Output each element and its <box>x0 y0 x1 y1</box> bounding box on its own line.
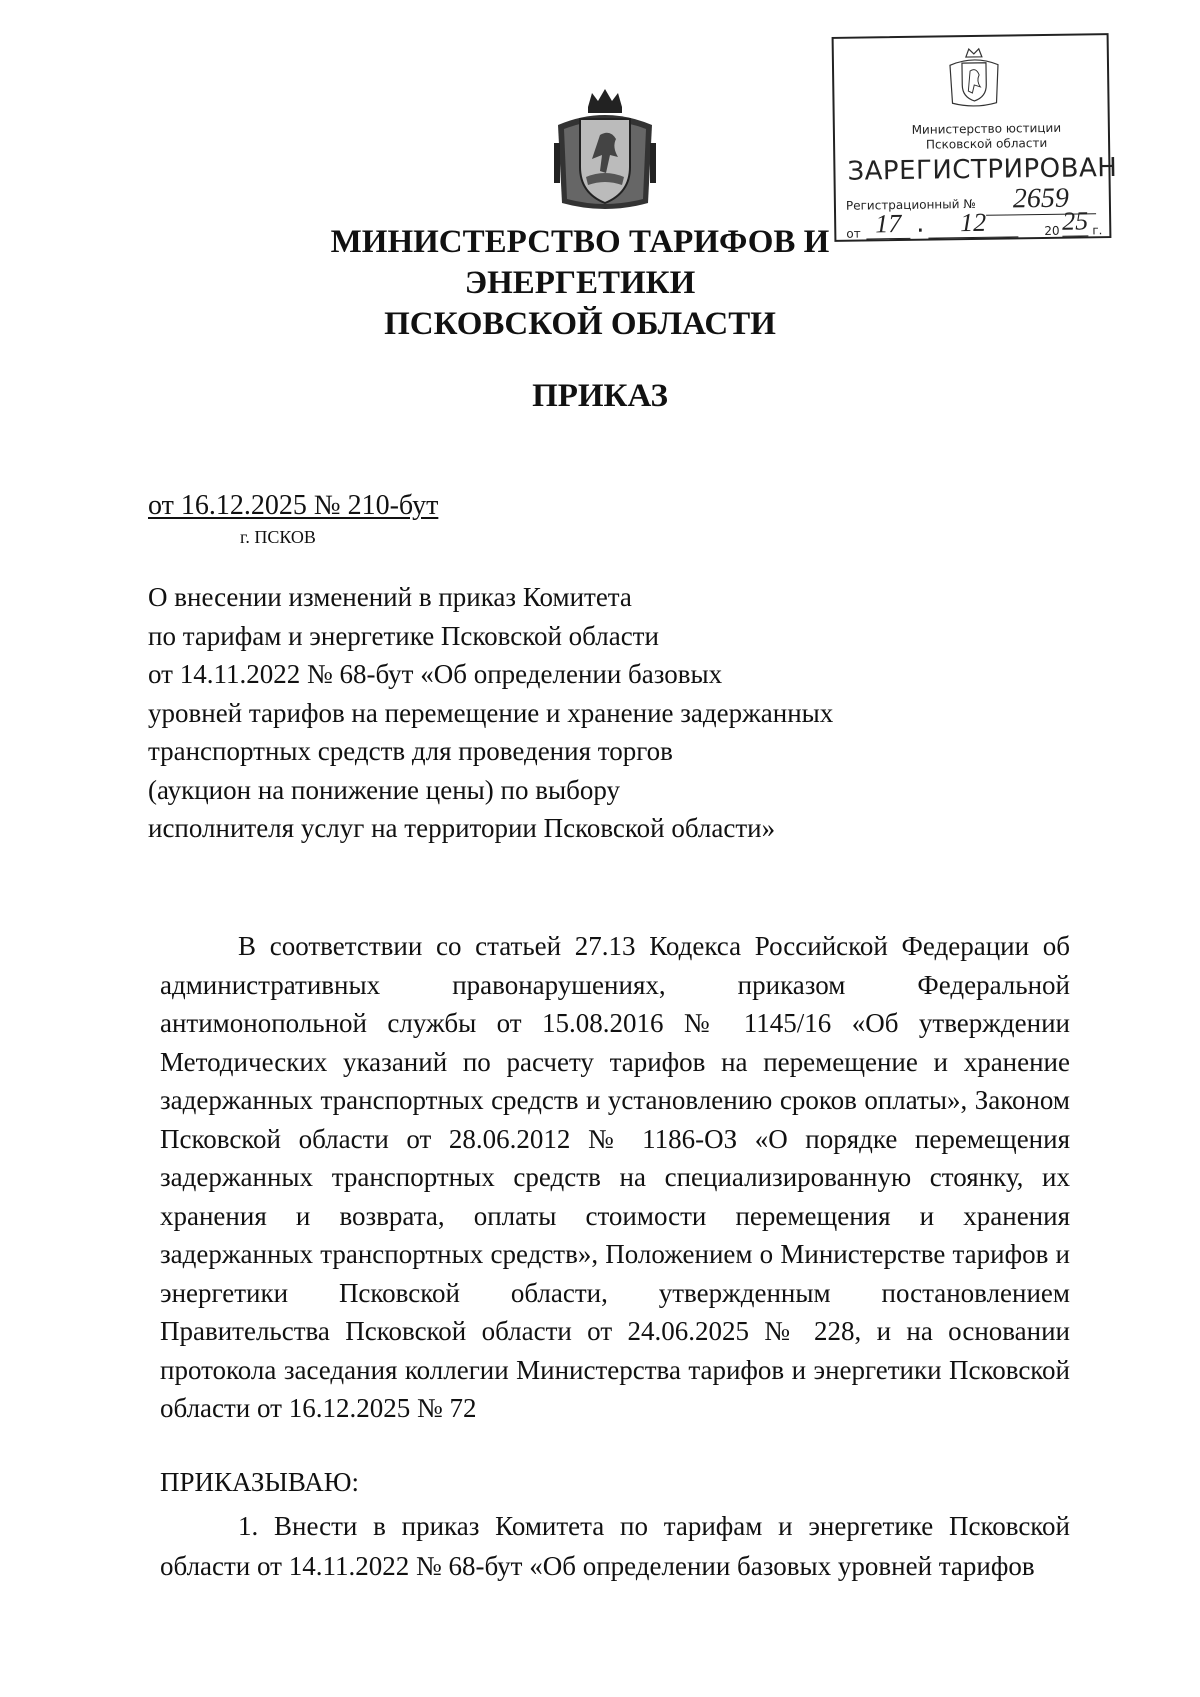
stamp-status: ЗАРЕГИСТРИРОВАН <box>847 152 1118 187</box>
stamp-line2: Псковской области <box>925 135 1048 152</box>
registration-stamp <box>832 33 1118 242</box>
stamp-reg-label: Регистрационный № <box>845 196 976 213</box>
subject-line: по тарифам и энергетике Псковской области <box>148 620 659 651</box>
stamp-emblem-icon <box>944 47 1005 110</box>
document-body <box>160 927 1070 1428</box>
subject-line: уровней тарифов на перемещение и хранение задержанных <box>148 697 834 728</box>
document-date-number: от 16.12.2025 № 210-бут <box>148 490 439 521</box>
ministry-title-line1: МИНИСТЕРСТВО ТАРИФОВ И ЭНЕРГЕТИКИ <box>330 224 830 301</box>
stamp-month: 12 <box>928 208 1018 238</box>
ministry-title <box>220 222 940 345</box>
subject-line: исполнителя услуг на территории Псковской области» <box>148 813 776 843</box>
stamp-line1: Министерство юстиции <box>911 120 1062 137</box>
order-item-1: 1. Внести в приказ Комитета по тарифам и энергетике Псковской области от 14.11.2022 № 68-бут «Об определении базовых уровней тарифов <box>160 1511 1070 1581</box>
stamp-reg-number: 2659 <box>986 183 1096 216</box>
stamp-year-suffix: г. <box>1092 223 1103 238</box>
document-type: ПРИКАЗ <box>532 378 668 414</box>
stamp-year-prefix: 20 <box>1044 223 1060 238</box>
document-city: г. ПСКОВ <box>240 527 316 547</box>
stamp-day: 17 <box>866 210 910 240</box>
document-subject <box>148 578 868 848</box>
order-word: ПРИКАЗЫВАЮ: <box>160 1467 359 1497</box>
coat-of-arms-icon <box>550 85 660 215</box>
preamble-paragraph: В соответствии со статьей 27.13 Кодекса Российской Федерации об административных правонарушениях, приказом Федеральной антимонопольной службы от 15.08.2016 № 1145/16 «Об утверждении Методических указаний по расчету тарифов на перемещение и хранение задержанных транспортных средств и установлению сроков оплаты», Законом Псковской области от 28.06.2012 № 1186-ОЗ «О порядке перемещения задержанных транспортных средств на специализированную стоянку, их хранения и возврата, оплаты стоимости перемещения и хранения задержанных транспортных средств», Положением о Министерстве тарифов и энергетики Псковской области, утвержденным постановлением Правительства Псковской области от 24.06.2025 № 228, и на основании протокола заседания коллегии Министерства тарифов и энергетики Псковской области от 16.12.2025 № 72 <box>160 931 1070 1423</box>
stamp-date-separator: . <box>915 208 925 239</box>
subject-line: от 14.11.2022 № 68-бут «Об определении базовых <box>148 659 723 689</box>
stamp-year: 25 <box>1061 206 1089 236</box>
ministry-title-line2: ПСКОВСКОЙ ОБЛАСТИ <box>384 306 776 342</box>
subject-line: (аукцион на понижение цены) по выбору <box>148 774 620 805</box>
stamp-from-label: от <box>846 226 861 241</box>
subject-line: транспортных средств для проведения торгов <box>148 736 673 766</box>
subject-line: О внесении изменений в приказ Комитета <box>148 582 632 612</box>
